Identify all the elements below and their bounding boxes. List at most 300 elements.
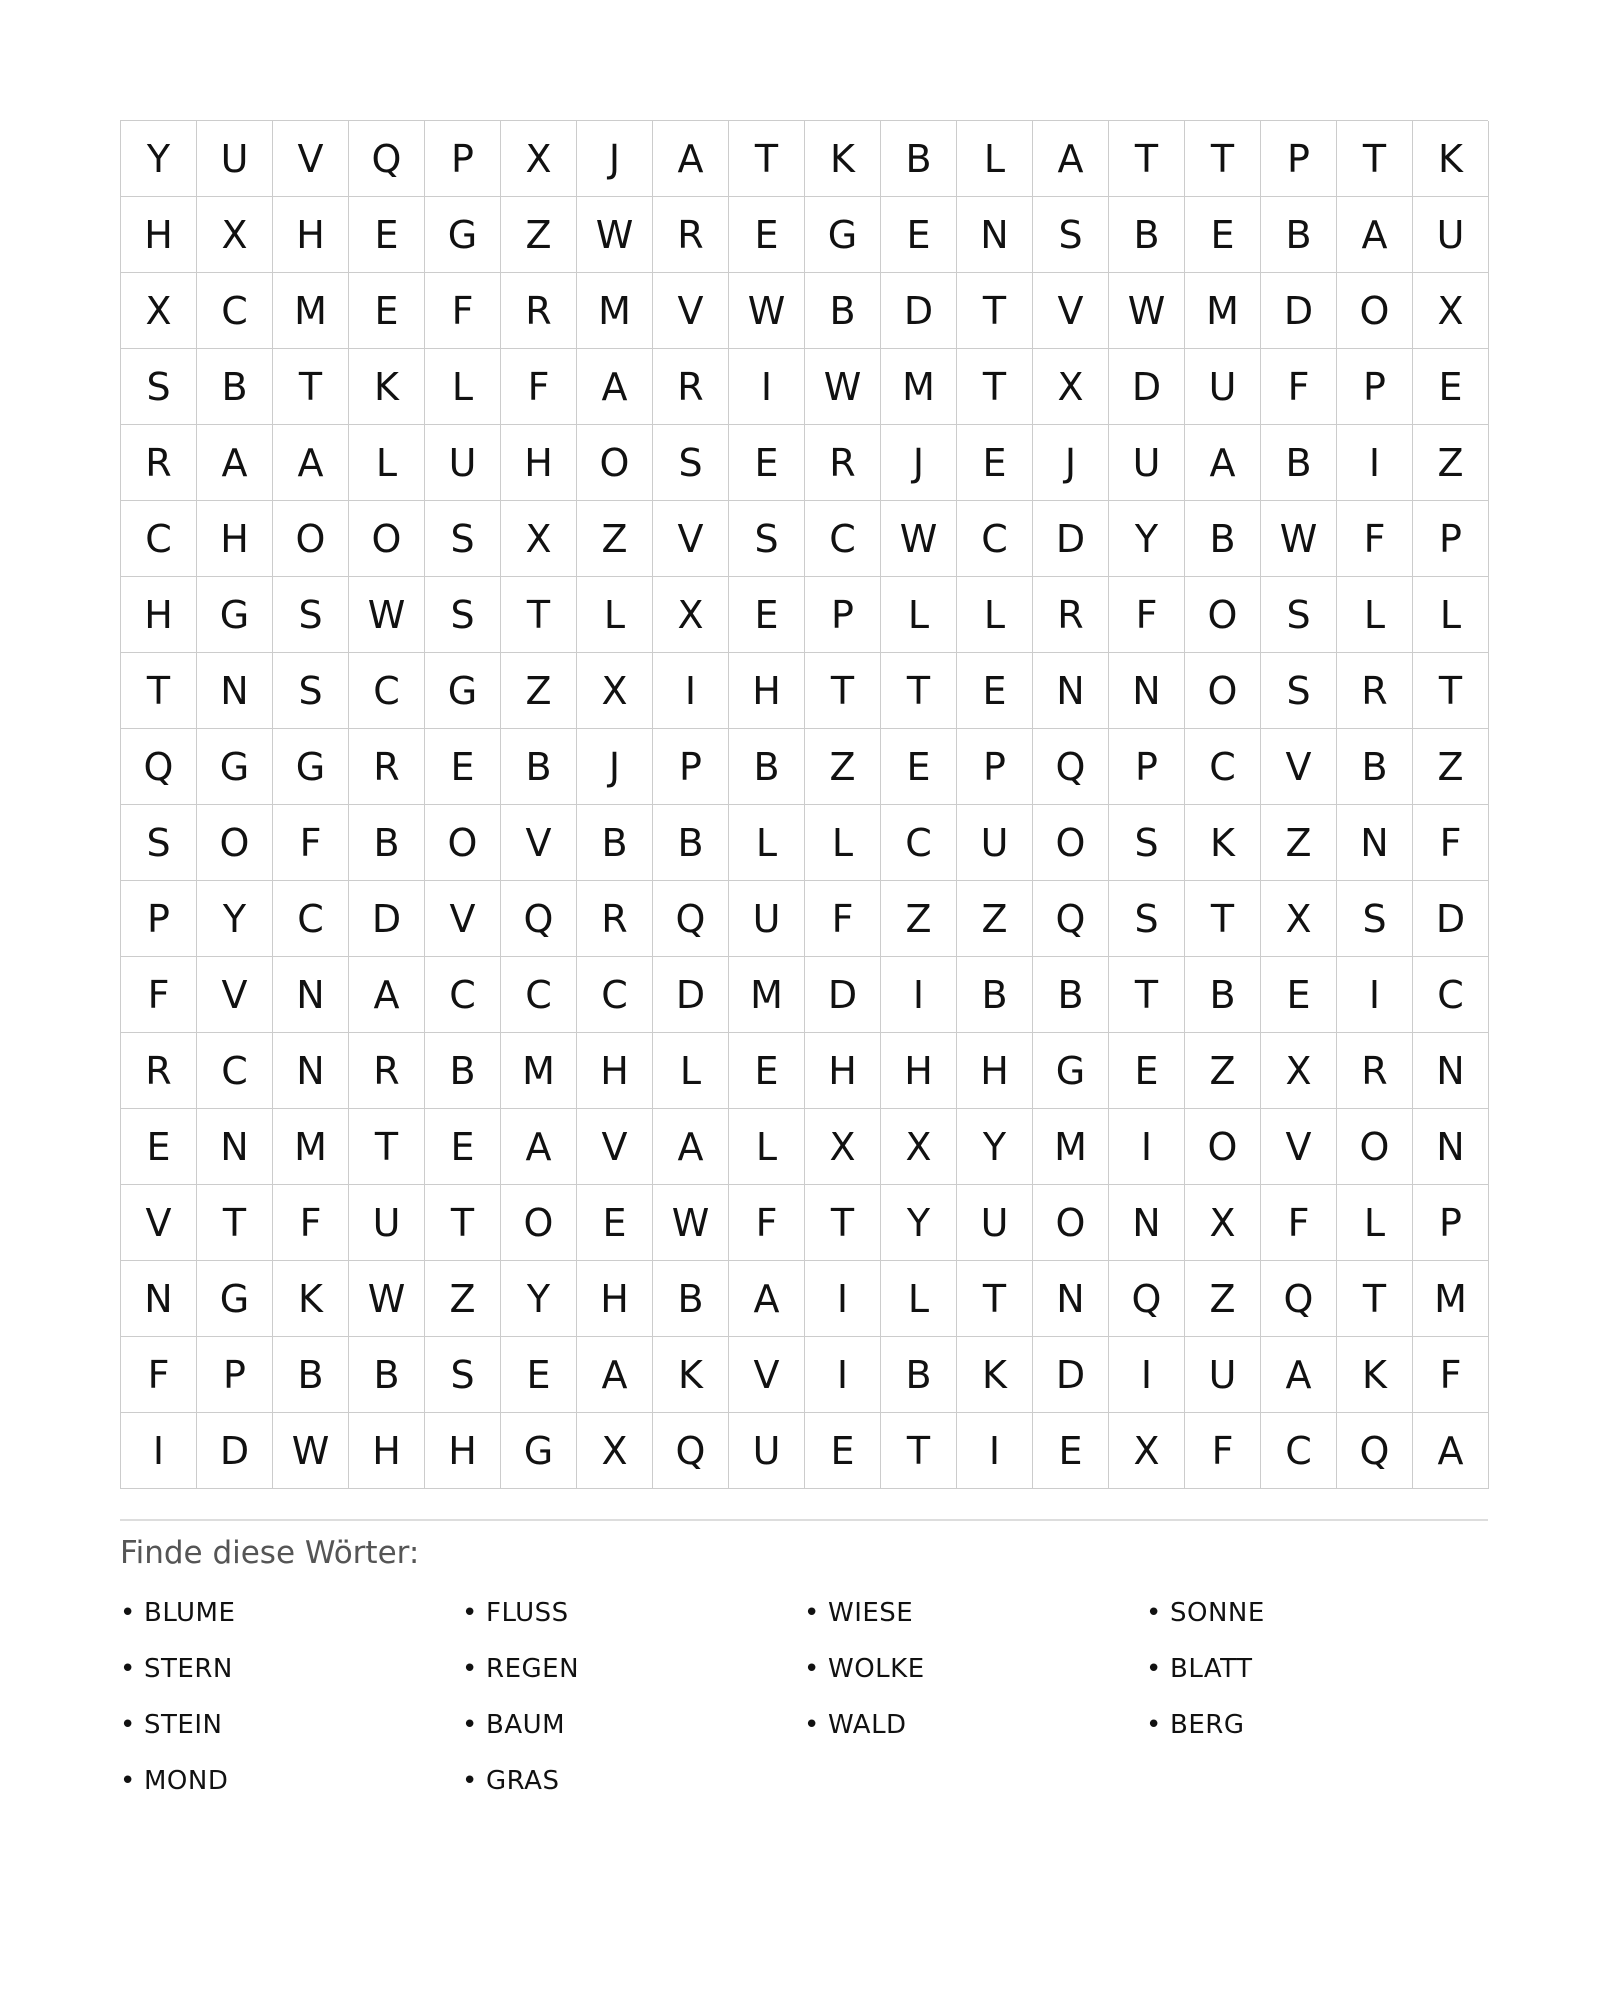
grid-cell[interactable]: E: [577, 1185, 653, 1261]
grid-cell[interactable]: Z: [1413, 425, 1489, 501]
grid-cell[interactable]: A: [1413, 1413, 1489, 1489]
grid-cell[interactable]: N: [1109, 1185, 1185, 1261]
grid-cell[interactable]: T: [1337, 1261, 1413, 1337]
grid-cell[interactable]: U: [1109, 425, 1185, 501]
grid-cell[interactable]: U: [349, 1185, 425, 1261]
grid-cell[interactable]: A: [729, 1261, 805, 1337]
grid-cell[interactable]: E: [805, 1413, 881, 1489]
grid-cell[interactable]: U: [1185, 349, 1261, 425]
grid-cell[interactable]: P: [1337, 349, 1413, 425]
grid-cell[interactable]: W: [1109, 273, 1185, 349]
grid-cell[interactable]: F: [121, 957, 197, 1033]
grid-cell[interactable]: Y: [881, 1185, 957, 1261]
grid-cell[interactable]: I: [1109, 1109, 1185, 1185]
grid-cell[interactable]: L: [729, 805, 805, 881]
grid-cell[interactable]: L: [957, 577, 1033, 653]
grid-cell[interactable]: U: [957, 1185, 1033, 1261]
grid-cell[interactable]: M: [501, 1033, 577, 1109]
grid-cell[interactable]: F: [425, 273, 501, 349]
grid-cell[interactable]: S: [273, 653, 349, 729]
grid-cell[interactable]: T: [729, 121, 805, 197]
grid-cell[interactable]: E: [501, 1337, 577, 1413]
grid-cell[interactable]: T: [805, 653, 881, 729]
grid-cell[interactable]: H: [729, 653, 805, 729]
grid-cell[interactable]: V: [653, 501, 729, 577]
grid-cell[interactable]: L: [805, 805, 881, 881]
grid-cell[interactable]: O: [1337, 273, 1413, 349]
grid-cell[interactable]: Q: [653, 881, 729, 957]
grid-cell[interactable]: P: [121, 881, 197, 957]
grid-cell[interactable]: Y: [1109, 501, 1185, 577]
grid-cell[interactable]: J: [577, 121, 653, 197]
grid-cell[interactable]: G: [197, 729, 273, 805]
grid-cell[interactable]: R: [121, 425, 197, 501]
grid-cell[interactable]: V: [653, 273, 729, 349]
grid-cell[interactable]: T: [1413, 653, 1489, 729]
grid-cell[interactable]: F: [273, 805, 349, 881]
grid-cell[interactable]: U: [729, 1413, 805, 1489]
grid-cell[interactable]: B: [1261, 197, 1337, 273]
grid-cell[interactable]: E: [1413, 349, 1489, 425]
grid-cell[interactable]: A: [501, 1109, 577, 1185]
grid-cell[interactable]: D: [805, 957, 881, 1033]
grid-cell[interactable]: Z: [501, 653, 577, 729]
grid-cell[interactable]: K: [805, 121, 881, 197]
grid-cell[interactable]: F: [273, 1185, 349, 1261]
grid-cell[interactable]: X: [1109, 1413, 1185, 1489]
grid-cell[interactable]: L: [653, 1033, 729, 1109]
grid-cell[interactable]: Q: [1261, 1261, 1337, 1337]
grid-cell[interactable]: M: [1185, 273, 1261, 349]
grid-cell[interactable]: N: [273, 1033, 349, 1109]
grid-cell[interactable]: C: [501, 957, 577, 1033]
grid-cell[interactable]: H: [881, 1033, 957, 1109]
grid-cell[interactable]: B: [1261, 425, 1337, 501]
grid-cell[interactable]: Q: [1033, 729, 1109, 805]
grid-cell[interactable]: X: [501, 501, 577, 577]
grid-cell[interactable]: I: [881, 957, 957, 1033]
grid-cell[interactable]: T: [1337, 121, 1413, 197]
grid-cell[interactable]: R: [577, 881, 653, 957]
grid-cell[interactable]: L: [1337, 1185, 1413, 1261]
grid-cell[interactable]: G: [197, 1261, 273, 1337]
grid-cell[interactable]: O: [197, 805, 273, 881]
grid-cell[interactable]: G: [197, 577, 273, 653]
grid-cell[interactable]: E: [425, 1109, 501, 1185]
grid-cell[interactable]: V: [425, 881, 501, 957]
grid-cell[interactable]: B: [1185, 501, 1261, 577]
grid-cell[interactable]: N: [1109, 653, 1185, 729]
grid-cell[interactable]: E: [1033, 1413, 1109, 1489]
grid-cell[interactable]: Y: [501, 1261, 577, 1337]
grid-cell[interactable]: X: [501, 121, 577, 197]
grid-cell[interactable]: D: [1109, 349, 1185, 425]
grid-cell[interactable]: Z: [957, 881, 1033, 957]
grid-cell[interactable]: T: [1109, 957, 1185, 1033]
grid-cell[interactable]: N: [197, 653, 273, 729]
grid-cell[interactable]: K: [349, 349, 425, 425]
grid-cell[interactable]: R: [1033, 577, 1109, 653]
grid-cell[interactable]: U: [1185, 1337, 1261, 1413]
grid-cell[interactable]: O: [349, 501, 425, 577]
grid-cell[interactable]: L: [881, 1261, 957, 1337]
grid-cell[interactable]: Z: [881, 881, 957, 957]
grid-cell[interactable]: T: [1109, 121, 1185, 197]
grid-cell[interactable]: Q: [653, 1413, 729, 1489]
grid-cell[interactable]: P: [1413, 501, 1489, 577]
grid-cell[interactable]: Z: [577, 501, 653, 577]
grid-cell[interactable]: X: [121, 273, 197, 349]
grid-cell[interactable]: A: [577, 1337, 653, 1413]
grid-cell[interactable]: D: [653, 957, 729, 1033]
grid-cell[interactable]: S: [1261, 653, 1337, 729]
grid-cell[interactable]: J: [881, 425, 957, 501]
grid-cell[interactable]: N: [273, 957, 349, 1033]
grid-cell[interactable]: Q: [1109, 1261, 1185, 1337]
grid-cell[interactable]: O: [1185, 653, 1261, 729]
grid-cell[interactable]: A: [653, 1109, 729, 1185]
grid-cell[interactable]: I: [121, 1413, 197, 1489]
grid-cell[interactable]: W: [349, 1261, 425, 1337]
grid-cell[interactable]: F: [1261, 1185, 1337, 1261]
grid-cell[interactable]: L: [425, 349, 501, 425]
grid-cell[interactable]: H: [121, 577, 197, 653]
grid-cell[interactable]: E: [349, 197, 425, 273]
grid-cell[interactable]: V: [1033, 273, 1109, 349]
grid-cell[interactable]: K: [1337, 1337, 1413, 1413]
grid-cell[interactable]: B: [1033, 957, 1109, 1033]
grid-cell[interactable]: B: [349, 805, 425, 881]
grid-cell[interactable]: D: [1413, 881, 1489, 957]
grid-cell[interactable]: X: [197, 197, 273, 273]
grid-cell[interactable]: C: [273, 881, 349, 957]
grid-cell[interactable]: X: [1261, 1033, 1337, 1109]
grid-cell[interactable]: R: [805, 425, 881, 501]
grid-cell[interactable]: N: [957, 197, 1033, 273]
grid-cell[interactable]: V: [1261, 729, 1337, 805]
grid-cell[interactable]: B: [501, 729, 577, 805]
grid-cell[interactable]: B: [653, 1261, 729, 1337]
grid-cell[interactable]: D: [1033, 1337, 1109, 1413]
grid-cell[interactable]: Q: [121, 729, 197, 805]
grid-cell[interactable]: F: [805, 881, 881, 957]
grid-cell[interactable]: S: [1261, 577, 1337, 653]
grid-cell[interactable]: T: [501, 577, 577, 653]
grid-cell[interactable]: D: [881, 273, 957, 349]
grid-cell[interactable]: N: [197, 1109, 273, 1185]
grid-cell[interactable]: B: [425, 1033, 501, 1109]
grid-cell[interactable]: O: [1033, 805, 1109, 881]
grid-cell[interactable]: I: [1337, 425, 1413, 501]
grid-cell[interactable]: N: [1033, 1261, 1109, 1337]
grid-cell[interactable]: H: [197, 501, 273, 577]
grid-cell[interactable]: L: [577, 577, 653, 653]
grid-cell[interactable]: Y: [197, 881, 273, 957]
grid-cell[interactable]: D: [1261, 273, 1337, 349]
grid-cell[interactable]: C: [1261, 1413, 1337, 1489]
grid-cell[interactable]: Q: [501, 881, 577, 957]
grid-cell[interactable]: Q: [349, 121, 425, 197]
grid-cell[interactable]: I: [1337, 957, 1413, 1033]
grid-cell[interactable]: C: [577, 957, 653, 1033]
grid-cell[interactable]: W: [1261, 501, 1337, 577]
grid-cell[interactable]: E: [881, 729, 957, 805]
grid-cell[interactable]: U: [197, 121, 273, 197]
grid-cell[interactable]: N: [121, 1261, 197, 1337]
grid-cell[interactable]: N: [1337, 805, 1413, 881]
grid-cell[interactable]: A: [1261, 1337, 1337, 1413]
grid-cell[interactable]: H: [805, 1033, 881, 1109]
grid-cell[interactable]: I: [805, 1337, 881, 1413]
grid-cell[interactable]: E: [349, 273, 425, 349]
grid-cell[interactable]: C: [881, 805, 957, 881]
grid-cell[interactable]: A: [273, 425, 349, 501]
grid-cell[interactable]: E: [957, 425, 1033, 501]
grid-cell[interactable]: F: [1413, 805, 1489, 881]
grid-cell[interactable]: F: [1109, 577, 1185, 653]
grid-cell[interactable]: O: [1185, 1109, 1261, 1185]
grid-cell[interactable]: J: [1033, 425, 1109, 501]
grid-cell[interactable]: R: [349, 1033, 425, 1109]
grid-cell[interactable]: U: [425, 425, 501, 501]
grid-cell[interactable]: T: [349, 1109, 425, 1185]
grid-cell[interactable]: T: [957, 1261, 1033, 1337]
grid-cell[interactable]: C: [121, 501, 197, 577]
grid-cell[interactable]: J: [577, 729, 653, 805]
grid-cell[interactable]: P: [805, 577, 881, 653]
grid-cell[interactable]: H: [957, 1033, 1033, 1109]
grid-cell[interactable]: M: [1033, 1109, 1109, 1185]
grid-cell[interactable]: F: [1185, 1413, 1261, 1489]
grid-cell[interactable]: A: [349, 957, 425, 1033]
grid-cell[interactable]: N: [1413, 1033, 1489, 1109]
grid-cell[interactable]: F: [121, 1337, 197, 1413]
grid-cell[interactable]: W: [349, 577, 425, 653]
grid-cell[interactable]: X: [577, 653, 653, 729]
grid-cell[interactable]: O: [1185, 577, 1261, 653]
grid-cell[interactable]: Z: [1261, 805, 1337, 881]
grid-cell[interactable]: B: [1185, 957, 1261, 1033]
grid-cell[interactable]: Z: [1185, 1033, 1261, 1109]
grid-cell[interactable]: T: [425, 1185, 501, 1261]
grid-cell[interactable]: S: [1337, 881, 1413, 957]
grid-cell[interactable]: E: [1185, 197, 1261, 273]
grid-cell[interactable]: V: [197, 957, 273, 1033]
grid-cell[interactable]: W: [805, 349, 881, 425]
grid-cell[interactable]: R: [501, 273, 577, 349]
grid-cell[interactable]: C: [805, 501, 881, 577]
grid-cell[interactable]: S: [425, 577, 501, 653]
grid-cell[interactable]: K: [957, 1337, 1033, 1413]
grid-cell[interactable]: T: [805, 1185, 881, 1261]
grid-cell[interactable]: Q: [1033, 881, 1109, 957]
grid-cell[interactable]: I: [653, 653, 729, 729]
grid-cell[interactable]: G: [425, 653, 501, 729]
grid-cell[interactable]: B: [197, 349, 273, 425]
grid-cell[interactable]: Z: [1413, 729, 1489, 805]
grid-cell[interactable]: P: [1261, 121, 1337, 197]
grid-cell[interactable]: B: [881, 1337, 957, 1413]
grid-cell[interactable]: A: [653, 121, 729, 197]
grid-cell[interactable]: C: [957, 501, 1033, 577]
grid-cell[interactable]: W: [881, 501, 957, 577]
grid-cell[interactable]: L: [881, 577, 957, 653]
grid-cell[interactable]: B: [577, 805, 653, 881]
grid-cell[interactable]: R: [121, 1033, 197, 1109]
grid-cell[interactable]: B: [1109, 197, 1185, 273]
grid-cell[interactable]: M: [273, 273, 349, 349]
grid-cell[interactable]: S: [1109, 881, 1185, 957]
grid-cell[interactable]: S: [425, 1337, 501, 1413]
grid-cell[interactable]: M: [881, 349, 957, 425]
grid-cell[interactable]: O: [501, 1185, 577, 1261]
grid-cell[interactable]: B: [273, 1337, 349, 1413]
grid-cell[interactable]: G: [805, 197, 881, 273]
grid-cell[interactable]: R: [349, 729, 425, 805]
grid-cell[interactable]: T: [1185, 121, 1261, 197]
grid-cell[interactable]: T: [881, 653, 957, 729]
grid-cell[interactable]: E: [121, 1109, 197, 1185]
grid-cell[interactable]: V: [273, 121, 349, 197]
grid-cell[interactable]: P: [425, 121, 501, 197]
grid-cell[interactable]: A: [577, 349, 653, 425]
grid-cell[interactable]: O: [1033, 1185, 1109, 1261]
grid-cell[interactable]: H: [349, 1413, 425, 1489]
grid-cell[interactable]: C: [197, 273, 273, 349]
grid-cell[interactable]: U: [957, 805, 1033, 881]
grid-cell[interactable]: W: [729, 273, 805, 349]
grid-cell[interactable]: Y: [957, 1109, 1033, 1185]
grid-cell[interactable]: S: [1033, 197, 1109, 273]
grid-cell[interactable]: B: [805, 273, 881, 349]
grid-cell[interactable]: M: [273, 1109, 349, 1185]
grid-cell[interactable]: Q: [1337, 1413, 1413, 1489]
grid-cell[interactable]: O: [577, 425, 653, 501]
grid-cell[interactable]: P: [1109, 729, 1185, 805]
grid-cell[interactable]: B: [349, 1337, 425, 1413]
grid-cell[interactable]: E: [729, 197, 805, 273]
grid-cell[interactable]: H: [273, 197, 349, 273]
grid-cell[interactable]: T: [121, 653, 197, 729]
grid-cell[interactable]: X: [653, 577, 729, 653]
grid-cell[interactable]: R: [653, 197, 729, 273]
grid-cell[interactable]: P: [1413, 1185, 1489, 1261]
grid-cell[interactable]: N: [1413, 1109, 1489, 1185]
grid-cell[interactable]: B: [957, 957, 1033, 1033]
grid-cell[interactable]: X: [1413, 273, 1489, 349]
grid-cell[interactable]: Z: [501, 197, 577, 273]
grid-cell[interactable]: I: [957, 1413, 1033, 1489]
grid-cell[interactable]: E: [729, 425, 805, 501]
grid-cell[interactable]: C: [1185, 729, 1261, 805]
grid-cell[interactable]: B: [729, 729, 805, 805]
grid-cell[interactable]: E: [425, 729, 501, 805]
grid-cell[interactable]: L: [1337, 577, 1413, 653]
grid-cell[interactable]: S: [729, 501, 805, 577]
grid-cell[interactable]: D: [1033, 501, 1109, 577]
grid-cell[interactable]: X: [1185, 1185, 1261, 1261]
grid-cell[interactable]: R: [653, 349, 729, 425]
grid-cell[interactable]: I: [729, 349, 805, 425]
grid-cell[interactable]: E: [957, 653, 1033, 729]
grid-cell[interactable]: B: [653, 805, 729, 881]
grid-cell[interactable]: C: [197, 1033, 273, 1109]
grid-cell[interactable]: O: [273, 501, 349, 577]
grid-cell[interactable]: H: [577, 1033, 653, 1109]
grid-cell[interactable]: U: [729, 881, 805, 957]
grid-cell[interactable]: X: [577, 1413, 653, 1489]
grid-cell[interactable]: W: [577, 197, 653, 273]
grid-cell[interactable]: W: [653, 1185, 729, 1261]
grid-cell[interactable]: C: [349, 653, 425, 729]
grid-cell[interactable]: F: [1413, 1337, 1489, 1413]
grid-cell[interactable]: H: [501, 425, 577, 501]
grid-cell[interactable]: T: [957, 273, 1033, 349]
grid-cell[interactable]: H: [121, 197, 197, 273]
grid-cell[interactable]: E: [729, 577, 805, 653]
grid-cell[interactable]: Z: [1185, 1261, 1261, 1337]
grid-cell[interactable]: X: [881, 1109, 957, 1185]
grid-cell[interactable]: Y: [121, 121, 197, 197]
grid-cell[interactable]: B: [881, 121, 957, 197]
grid-cell[interactable]: M: [729, 957, 805, 1033]
grid-cell[interactable]: O: [425, 805, 501, 881]
grid-cell[interactable]: E: [729, 1033, 805, 1109]
grid-cell[interactable]: V: [1261, 1109, 1337, 1185]
grid-cell[interactable]: S: [653, 425, 729, 501]
grid-cell[interactable]: S: [273, 577, 349, 653]
grid-cell[interactable]: P: [653, 729, 729, 805]
grid-cell[interactable]: M: [1413, 1261, 1489, 1337]
grid-cell[interactable]: A: [1337, 197, 1413, 273]
grid-cell[interactable]: S: [121, 349, 197, 425]
grid-cell[interactable]: V: [577, 1109, 653, 1185]
grid-cell[interactable]: V: [121, 1185, 197, 1261]
grid-cell[interactable]: L: [729, 1109, 805, 1185]
grid-cell[interactable]: P: [957, 729, 1033, 805]
grid-cell[interactable]: T: [957, 349, 1033, 425]
grid-cell[interactable]: E: [881, 197, 957, 273]
grid-cell[interactable]: F: [1261, 349, 1337, 425]
grid-cell[interactable]: S: [425, 501, 501, 577]
grid-cell[interactable]: A: [1033, 121, 1109, 197]
grid-cell[interactable]: C: [1413, 957, 1489, 1033]
grid-cell[interactable]: Z: [425, 1261, 501, 1337]
grid-cell[interactable]: E: [1261, 957, 1337, 1033]
grid-cell[interactable]: C: [425, 957, 501, 1033]
grid-cell[interactable]: H: [577, 1261, 653, 1337]
grid-cell[interactable]: W: [273, 1413, 349, 1489]
grid-cell[interactable]: P: [197, 1337, 273, 1413]
grid-cell[interactable]: R: [1337, 653, 1413, 729]
grid-cell[interactable]: A: [1185, 425, 1261, 501]
grid-cell[interactable]: T: [1185, 881, 1261, 957]
grid-cell[interactable]: G: [425, 197, 501, 273]
grid-cell[interactable]: I: [805, 1261, 881, 1337]
grid-cell[interactable]: T: [273, 349, 349, 425]
grid-cell[interactable]: V: [729, 1337, 805, 1413]
grid-cell[interactable]: K: [1413, 121, 1489, 197]
grid-cell[interactable]: M: [577, 273, 653, 349]
grid-cell[interactable]: K: [653, 1337, 729, 1413]
grid-cell[interactable]: R: [1337, 1033, 1413, 1109]
grid-cell[interactable]: V: [501, 805, 577, 881]
grid-cell[interactable]: O: [1337, 1109, 1413, 1185]
grid-cell[interactable]: L: [957, 121, 1033, 197]
grid-cell[interactable]: K: [273, 1261, 349, 1337]
grid-cell[interactable]: F: [729, 1185, 805, 1261]
grid-cell[interactable]: K: [1185, 805, 1261, 881]
